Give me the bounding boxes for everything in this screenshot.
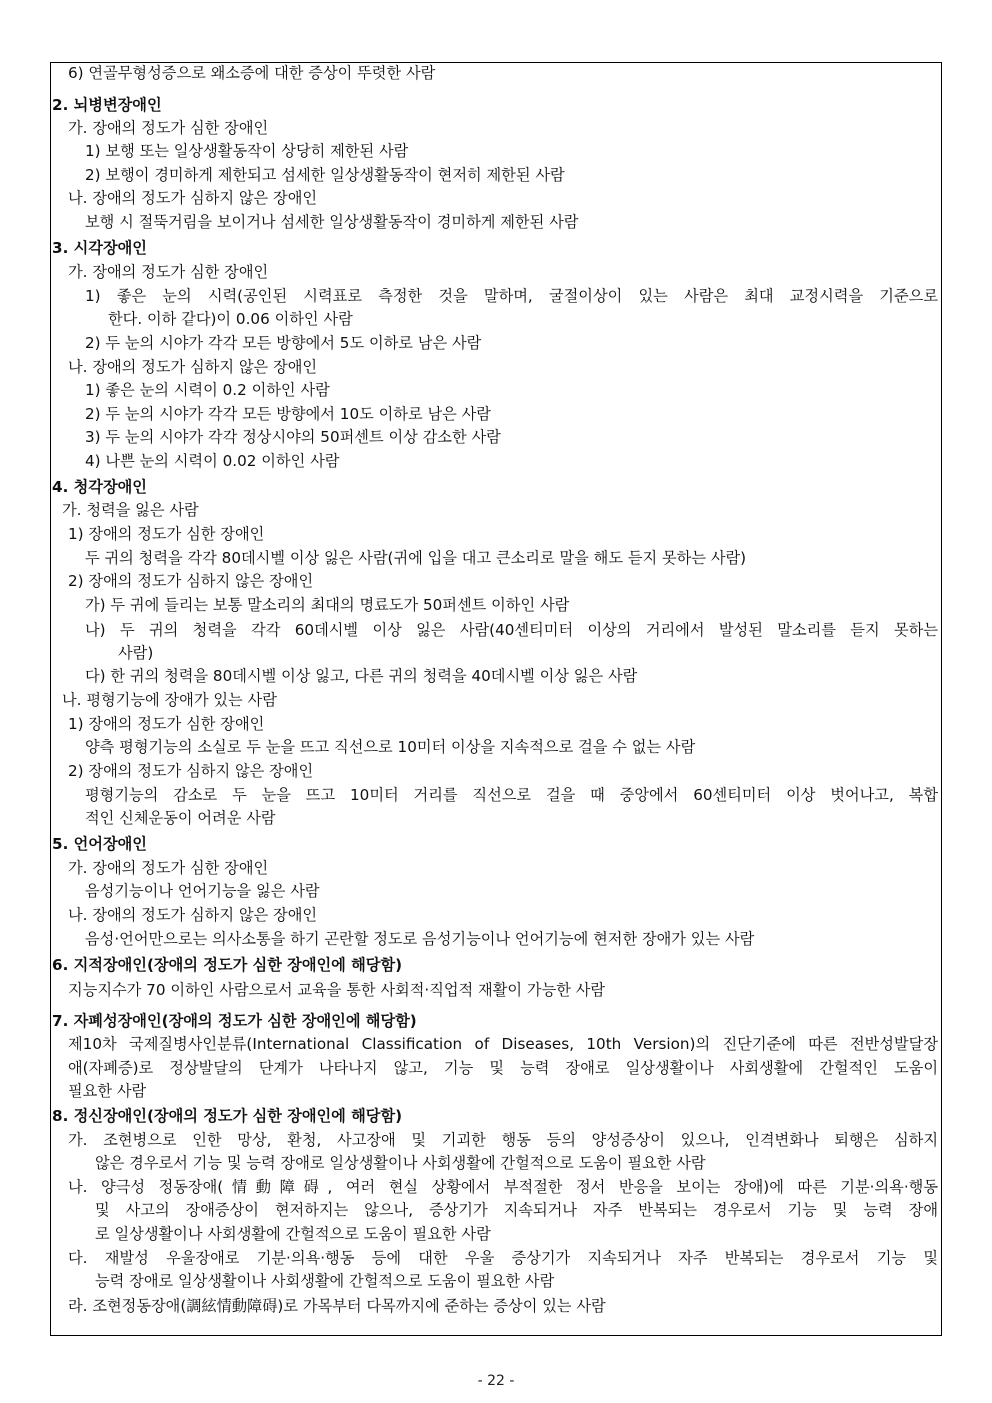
text-line: 1) 장애의 정도가 심한 장애인: [68, 715, 265, 733]
text-line: 가. 청력을 잃은 사람: [62, 501, 199, 519]
text-line: 및 사고의 장애증상이 현저하지는 않으나, 증상기가 지속되거나 자주 반복되는 경우로서 기능 및 능력 장애: [95, 1201, 938, 1219]
text-line: 가. 장애의 정도가 심한 장애인: [68, 263, 269, 281]
text-line: 애(자폐증)로 정상발달의 단계가 나타나지 않고, 기능 및 능력 장애로 일상생활이나 사회생활에 간헐적인 도움이: [68, 1059, 938, 1077]
text-line: 가) 두 귀에 들리는 보통 말소리의 최대의 명료도가 50퍼센트 이하인 사람: [85, 596, 570, 614]
text-line: 1) 장애의 정도가 심한 장애인: [68, 525, 265, 543]
text-line: 가. 장애의 정도가 심한 장애인: [68, 119, 269, 137]
text-line: 3) 두 눈의 시야가 각각 정상시야의 50퍼센트 이상 감소한 사람: [85, 428, 501, 446]
text-line: 필요한 사람: [68, 1082, 147, 1100]
text-line: 보행 시 절뚝거림을 보이거나 섬세한 일상생활동작이 경미하게 제한된 사람: [85, 213, 579, 231]
text-line: 나. 장애의 정도가 심하지 않은 장애인: [68, 358, 318, 376]
text-line: 다) 한 귀의 청력을 80데시벨 이상 잃고, 다른 귀의 청력을 40데시벨 이상 잃은 사람: [85, 667, 638, 685]
text-line: 나. 평형기능에 장애가 있는 사람: [62, 691, 277, 709]
text-line: 사람): [118, 644, 154, 662]
text-line: 나) 두 귀의 청력을 각각 60데시벨 이상 잃은 사람(40센티미터 이상의 거리에서 발성된 말소리를 듣지 못하는: [85, 621, 938, 639]
text-line: 1) 좋은 눈의 시력(공인된 시력표로 측정한 것을 말하며, 굴절이상이 있는 사람은 최대 교정시력을 기준으로: [85, 287, 938, 305]
section-heading: 3. 시각장애인: [52, 239, 147, 257]
text-line: 않은 경우로서 기능 및 능력 장애로 일상생활이나 사회생활에 간헐적으로 도움이 필요한 사람: [95, 1154, 706, 1172]
text-line: 능력 장애로 일상생활이나 사회생활에 간헐적으로 도움이 필요한 사람: [95, 1272, 555, 1290]
text-line: 2) 두 눈의 시야가 각각 모든 방향에서 10도 이하로 남은 사람: [85, 405, 491, 423]
section-heading: 5. 언어장애인: [52, 835, 147, 853]
text-line: 나. 장애의 정도가 심하지 않은 장애인: [68, 906, 318, 924]
text-line: 가. 조현병으로 인한 망상, 환청, 사고장애 및 기괴한 행동 등의 양성증상이 있으나, 인격변화나 퇴행은 심하지: [68, 1131, 938, 1149]
text-line: 1) 좋은 눈의 시력이 0.2 이하인 사람: [85, 381, 330, 399]
text-line: 로 일상생활이나 사회생활에 간헐적으로 도움이 필요한 사람: [95, 1225, 491, 1243]
page-number: - 22 -: [477, 1373, 515, 1389]
text-line: 양측 평형기능의 소실로 두 눈을 뜨고 직선으로 10미터 이상을 지속적으로 걸을 수 없는 사람: [85, 738, 696, 756]
text-line: 한다. 이하 같다)이 0.06 이하인 사람: [108, 310, 353, 328]
text-line: 나. 장애의 정도가 심하지 않은 장애인: [68, 189, 318, 207]
text-line: 지능지수가 70 이하인 사람으로서 교육을 통한 사회적·직업적 재활이 가능한 사람: [68, 981, 606, 999]
text-line: 음성·언어만으로는 의사소통을 하기 곤란할 정도로 음성기능이나 언어기능에 현저한 장애가 있는 사람: [85, 930, 755, 948]
text-line: 1) 보행 또는 일상생활동작이 상당히 제한된 사람: [85, 142, 409, 160]
text-line: 적인 신체운동이 어려운 사람: [85, 809, 276, 827]
text-line: 4) 나쁜 눈의 시력이 0.02 이하인 사람: [85, 452, 340, 470]
section-heading: 8. 정신장애인(장애의 정도가 심한 장애인에 해당함): [52, 1107, 403, 1125]
text-line: 두 귀의 청력을 각각 80데시벨 이상 잃은 사람(귀에 입을 대고 큰소리로 말을 해도 듣지 못하는 사람): [85, 549, 747, 567]
section-heading: 7. 자폐성장애인(장애의 정도가 심한 장애인에 해당함): [52, 1012, 417, 1030]
text-line: 나. 양극성 정동장애(情動障碍, 여러 현실 상황에서 부적절한 정서 반응을 보이는 장애)에 따른 기분·의욕·행동: [68, 1178, 938, 1196]
section-heading: 2. 뇌병변장애인: [52, 96, 162, 114]
text-line: 평형기능의 감소로 두 눈을 뜨고 10미터 거리를 직선으로 걸을 때 중앙에서 60센티미터 이상 벗어나고, 복합: [85, 786, 938, 804]
text-line: 라. 조현정동장애(調絃情動障碍)로 가목부터 다목까지에 준하는 증상이 있는 사람: [68, 1297, 606, 1315]
text-line: 6) 연골무형성증으로 왜소증에 대한 증상이 뚜렷한 사람: [68, 64, 436, 82]
text-line: 2) 장애의 정도가 심하지 않은 장애인: [68, 572, 314, 590]
section-heading: 4. 청각장애인: [52, 478, 147, 496]
text-line: 다. 재발성 우울장애로 기분·의욕·행동 등에 대한 우울 증상기가 지속되거나 자주 반복되는 경우로서 기능 및: [68, 1249, 938, 1267]
text-line: 2) 보행이 경미하게 제한되고 섬세한 일상생활동작이 현저히 제한된 사람: [85, 166, 565, 184]
text-line: 음성기능이나 언어기능을 잃은 사람: [85, 882, 320, 900]
text-line: 제10차 국제질병사인분류(International Classification of Diseases, 10th Version)의 진단기준에 따른 전반성발달장: [68, 1035, 938, 1053]
section-heading: 6. 지적장애인(장애의 정도가 심한 장애인에 해당함): [52, 956, 403, 974]
text-line: 2) 장애의 정도가 심하지 않은 장애인: [68, 762, 314, 780]
text-line: 가. 장애의 정도가 심한 장애인: [68, 859, 269, 877]
text-line: 2) 두 눈의 시야가 각각 모든 방향에서 5도 이하로 남은 사람: [85, 334, 482, 352]
